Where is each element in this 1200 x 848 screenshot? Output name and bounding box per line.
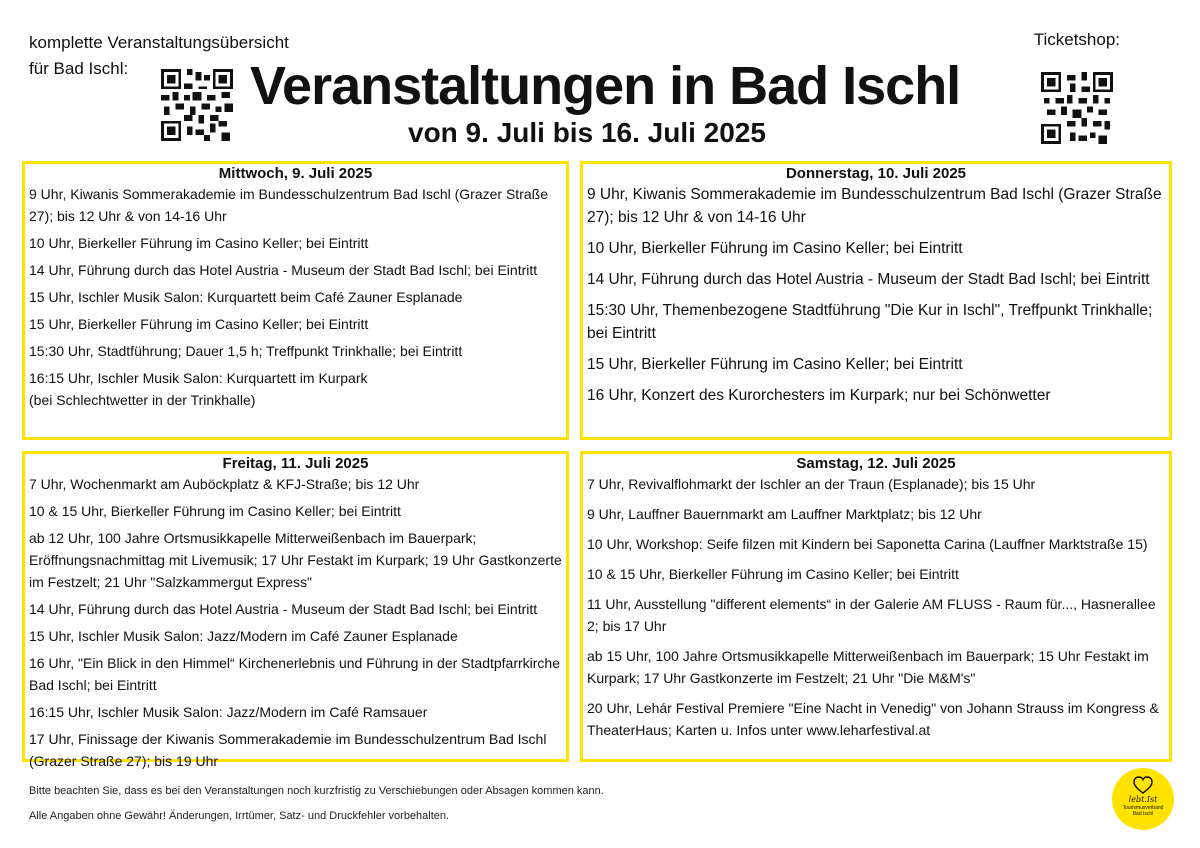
event-item: 7 Uhr, Revivalflohmarkt der Ischler an der Traun (Esplanade); bis 15 Uhr <box>587 476 1036 492</box>
logo-caption <box>1112 805 1174 817</box>
event-item: 7 Uhr, Wochenmarkt am Auböckplatz & KFJ-Straße; bis 12 Uhr <box>29 476 420 492</box>
event-item: 16:15 Uhr, Ischler Musik Salon: Jazz/Modern im Café Ramsauer <box>29 704 428 720</box>
event-item: 15 Uhr, Ischler Musik Salon: Kurquartett beim Café Zauner Esplanade <box>29 289 463 305</box>
disclaimer-no-liability: Alle Angaben ohne Gewähr! Änderungen, Irrtümer, Satz- und Druckfehler vorbehalten. <box>29 810 450 822</box>
event-item: ab 15 Uhr, 100 Jahre Ortsmusikkapelle Mitterweißenbach im Bauerpark; 15 Uhr Festakt im Kurpark; 17 Uhr Gastkonzerte im Festzelt; 21 Uhr "Die M&M's" <box>587 648 1149 686</box>
event-item-note: (bei Schlechtwetter in der Trinkhalle) <box>29 392 256 408</box>
event-item: 14 Uhr, Führung durch das Hotel Austria - Museum der Stadt Bad Ischl; bei Eintritt <box>587 271 1150 288</box>
event-item: 20 Uhr, Lehár Festival Premiere "Eine Nacht in Venedig" von Johann Strauss im Kongress & TheaterHaus; Karten u. Infos unter www.leharfestival.at <box>587 700 1159 738</box>
event-item: ab 12 Uhr, 100 Jahre Ortsmusikkapelle Mitterweißenbach im Bauerpark; Eröffnungsnachmittag mit Livemusik; 17 Uhr Festakt im Kurpark; 19 Uhr Gastkonzerte im Festzelt; 21 Uhr "Salzkammergut Express" <box>29 530 562 590</box>
event-item-text: 16:15 Uhr, Ischler Musik Salon: Kurquartett im Kurpark <box>29 370 368 386</box>
day-box-friday <box>22 451 569 769</box>
event-item: 16 Uhr, "Ein Blick in den Himmel“ Kirchenerlebnis und Führung in der Stadtpfarrkirche Bad Ischl; bei Eintritt <box>29 655 560 693</box>
day-title: Freitag, 11. Juli 2025 <box>222 455 369 472</box>
event-item: 15 Uhr, Bierkeller Führung im Casino Keller; bei Eintritt <box>587 356 963 373</box>
event-item: 15:30 Uhr, Stadtführung; Dauer 1,5 h; Treffpunkt Trinkhalle; bei Eintritt <box>29 343 463 359</box>
event-item: 10 Uhr, Bierkeller Führung im Casino Keller; bei Eintritt <box>587 240 963 257</box>
day-box-thursday <box>580 161 1172 440</box>
event-item: 15:30 Uhr, Themenbezogene Stadtführung "Die Kur in Ischl", Treffpunkt Trinkhalle; bei Eintritt <box>587 302 1153 342</box>
event-item: 15 Uhr, Bierkeller Führung im Casino Keller; bei Eintritt <box>29 316 369 332</box>
event-item: 11 Uhr, Ausstellung "different elements“ in der Galerie AM FLUSS - Raum für..., Hasnerallee 2; bis 17 Uhr <box>587 596 1156 634</box>
program-qr-code-icon[interactable] <box>161 69 233 141</box>
event-item: 17 Uhr, Finissage der Kiwanis Sommerakademie im Bundesschulzentrum Bad Ischl (Grazer Straße 27); bis 19 Uhr <box>29 731 547 769</box>
logo-script-text: lebt.Ist <box>1128 795 1158 804</box>
ticketshop-label: Ticketshop: <box>1033 30 1120 49</box>
event-item: 9 Uhr, Kiwanis Sommerakademie im Bundesschulzentrum Bad Ischl (Grazer Straße 27); bis 12 Uhr & von 14-16 Uhr <box>587 186 1162 226</box>
event-item: 10 Uhr, Bierkeller Führung im Casino Keller; bei Eintritt <box>29 235 369 251</box>
day-box-saturday <box>580 451 1172 762</box>
event-item <box>29 367 562 411</box>
event-item: 14 Uhr, Führung durch das Hotel Austria - Museum der Stadt Bad Ischl; bei Eintritt <box>29 262 538 278</box>
page-title: Veranstaltungen in Bad Ischl <box>250 56 961 116</box>
event-item: 9 Uhr, Kiwanis Sommerakademie im Bundesschulzentrum Bad Ischl (Grazer Straße 27); bis 12 Uhr & von 14-16 Uhr <box>29 186 548 224</box>
intro-line-1: komplette Veranstaltungsübersicht <box>29 33 289 52</box>
event-item: 10 & 15 Uhr, Bierkeller Führung im Casino Keller; bei Eintritt <box>29 503 401 519</box>
disclaimer-schedule-changes: Bitte beachten Sie, dass es bei den Veranstaltungen noch kurzfristig zu Verschiebungen oder Absagen kommen kann. <box>29 785 604 797</box>
event-item: 10 & 15 Uhr, Bierkeller Führung im Casino Keller; bei Eintritt <box>587 566 959 582</box>
day-title: Mittwoch, 9. Juli 2025 <box>218 165 373 182</box>
tourism-board-logo <box>1112 768 1174 830</box>
event-item: 14 Uhr, Führung durch das Hotel Austria - Museum der Stadt Bad Ischl; bei Eintritt <box>29 601 538 617</box>
event-item: 16 Uhr, Konzert des Kurorchesters im Kurpark; nur bei Schönwetter <box>587 387 1051 404</box>
event-item: 10 Uhr, Workshop: Seife filzen mit Kindern bei Saponetta Carina (Lauffner Marktstraße 15) <box>587 536 1148 552</box>
day-box-wednesday <box>22 161 569 440</box>
date-range-subtitle: von 9. Juli bis 16. Juli 2025 <box>408 117 766 148</box>
event-item: 9 Uhr, Lauffner Bauernmarkt am Lauffner Marktplatz; bis 12 Uhr <box>587 506 982 522</box>
logo-line-2: Bad Ischl <box>1132 811 1154 817</box>
event-item: 15 Uhr, Ischler Musik Salon: Jazz/Modern im Café Zauner Esplanade <box>29 628 458 644</box>
intro-line-2: für Bad Ischl: <box>29 59 129 78</box>
heart-icon <box>1133 776 1153 796</box>
logo-line-1: Tourismusverband <box>1122 805 1164 811</box>
day-title: Samstag, 12. Juli 2025 <box>796 455 956 472</box>
ticketshop-qr-code-icon[interactable] <box>1041 72 1113 144</box>
day-title: Donnerstag, 10. Juli 2025 <box>785 165 967 182</box>
